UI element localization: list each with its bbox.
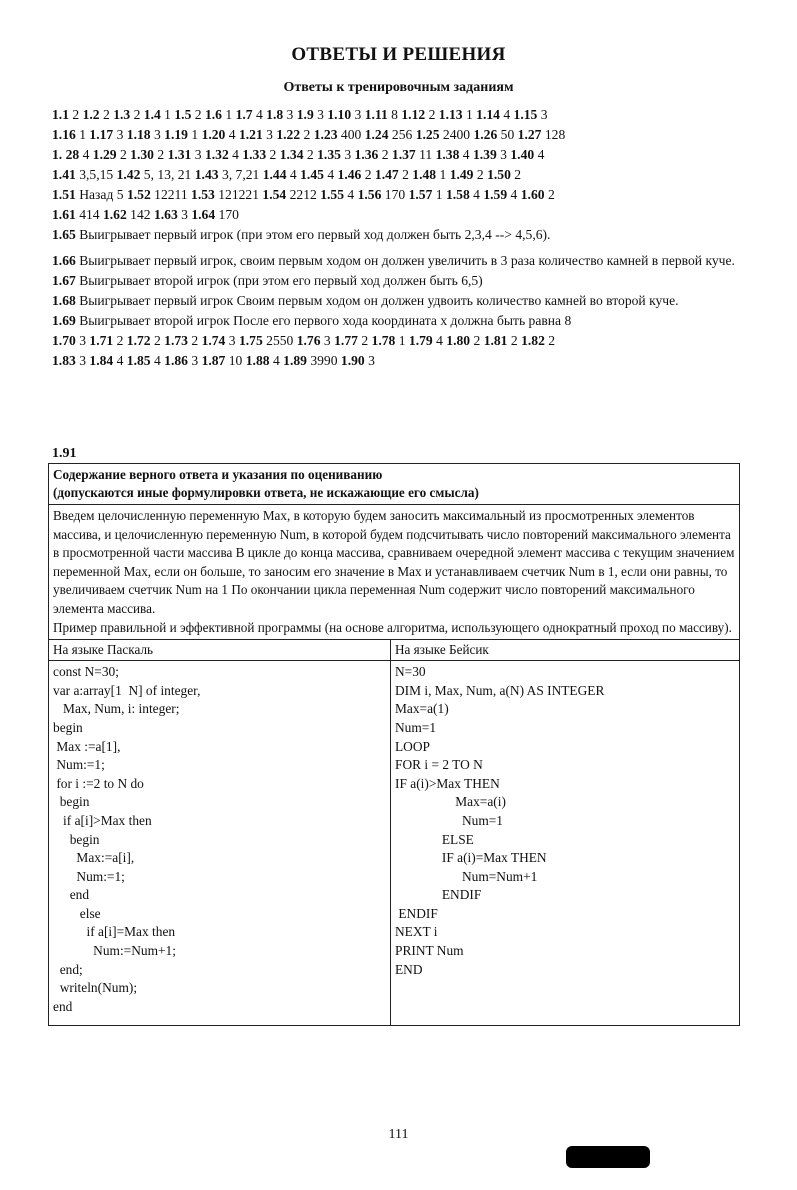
answer-number: 1.31 bbox=[167, 147, 192, 162]
table-header-line-1: Содержание верного ответа и указания по оцениванию bbox=[53, 467, 383, 482]
answer-number: 1.63 bbox=[153, 207, 178, 222]
answer-value: 1 bbox=[187, 127, 202, 142]
answer-number: 1. 28 bbox=[52, 147, 80, 162]
answer-value: 2 bbox=[99, 107, 114, 122]
answer-number: 1.6 bbox=[204, 107, 222, 122]
basic-code-line: IF a(i)>Max THEN bbox=[395, 775, 500, 791]
answer-value: 3 bbox=[262, 127, 277, 142]
answers-line bbox=[52, 185, 752, 205]
answer-value: 3 bbox=[113, 127, 127, 142]
answer-number: 1.16 bbox=[52, 127, 76, 142]
answer-value: 2 bbox=[187, 333, 202, 348]
answer-number: 1.51 bbox=[52, 187, 76, 202]
answer-number: 1.38 bbox=[435, 147, 460, 162]
answer-number: 1.7 bbox=[235, 107, 253, 122]
answer-number: 1.9 bbox=[296, 107, 314, 122]
answer-value: 2 bbox=[378, 147, 392, 162]
answer-value: 3 bbox=[351, 107, 365, 122]
answer-value: 4 bbox=[269, 353, 284, 368]
answer-value: 2 bbox=[153, 147, 168, 162]
answer-number: 1.34 bbox=[279, 147, 304, 162]
answer-value: 2 bbox=[544, 333, 556, 348]
answer-value: 4 bbox=[79, 147, 93, 162]
answer-value: 4 bbox=[150, 353, 165, 368]
basic-code-line: N=30 bbox=[395, 664, 426, 680]
page-title: ОТВЕТЫ И РЕШЕНИЯ bbox=[291, 44, 506, 65]
answer-number: 1.24 bbox=[364, 127, 389, 142]
answer-value: 3 bbox=[75, 353, 90, 368]
answer-value: 4 bbox=[499, 107, 514, 122]
basic-code-line: NEXT i bbox=[395, 924, 438, 940]
answer-text: Выигрывает первый игрок Своим первым ходом он должен удвоить количество камней во второй куче. bbox=[79, 293, 679, 308]
example-program-note: Пример правильной и эффективной программы (на основе алгоритма, использующего однократный проход по массиву). bbox=[53, 619, 732, 635]
answer-number: 1.5 bbox=[174, 107, 192, 122]
answer-number: 1.44 bbox=[262, 167, 287, 182]
page-subtitle: Ответы к тренировочным заданиям bbox=[283, 80, 514, 95]
basic-code-line: LOOP bbox=[395, 738, 430, 754]
answer-number: 1.82 bbox=[521, 333, 545, 348]
answer-value: 1 bbox=[395, 333, 409, 348]
answer-number: 1.35 bbox=[317, 147, 341, 162]
answer-text: Выигрывает второй игрок (при этом его первый ход должен быть 6,5) bbox=[79, 273, 483, 288]
pascal-code-line: end bbox=[53, 998, 73, 1014]
basic-code-line: DIM i, Max, Num, a(N) AS INTEGER bbox=[395, 682, 605, 698]
pascal-code-line: var a:array[1 N] of integer, bbox=[53, 682, 201, 698]
pascal-code-cell bbox=[49, 661, 391, 1026]
answer-number: 1.37 bbox=[391, 147, 416, 162]
answer-number: 1.55 bbox=[320, 187, 344, 202]
answer-value: 5, 13, 21 bbox=[140, 167, 195, 182]
answer-number: 1.81 bbox=[483, 333, 508, 348]
basic-code-line: ENDIF bbox=[395, 887, 482, 903]
long-answer bbox=[52, 271, 752, 291]
answer-value: 2 bbox=[357, 333, 372, 348]
answer-number: 1.85 bbox=[126, 353, 151, 368]
answer-value: 3990 bbox=[306, 353, 341, 368]
answer-number: 1.36 bbox=[354, 147, 379, 162]
answer-number: 1.66 bbox=[52, 253, 80, 268]
answer-number: 1.74 bbox=[201, 333, 226, 348]
answer-value: 4 bbox=[507, 187, 521, 202]
answer-value: 2 bbox=[425, 107, 439, 122]
answer-number: 1.78 bbox=[371, 333, 396, 348]
answer-value: 3 bbox=[496, 147, 511, 162]
pascal-code-line: else bbox=[53, 905, 101, 921]
answer-number: 1.57 bbox=[408, 187, 433, 202]
answer-table bbox=[48, 463, 740, 1026]
answer-number: 1.22 bbox=[276, 127, 301, 142]
answer-number: 1.46 bbox=[337, 167, 362, 182]
solution-description: Введем целочисленную переменную Max, в которую будем заносить максимальный из просмотренных элементов массива, и целочисленную переменную Num, в которой будем подсчитывать число повторений максимального элемента в просмотренной части массива В цикле до конца массива, сравниваем очередной элемент массива с текущим значением переменной Max, если он больше, то заносим его значение в Max и устанавливаем счетчик Num в 1, если они равны, то увеличиваем счетчик Num на 1 По окончании цикла переменная Num содержит число повторений максимального элемента массива. bbox=[53, 508, 735, 616]
basic-code-line: Max=a(1) bbox=[395, 701, 449, 717]
answer-number: 1.29 bbox=[92, 147, 117, 162]
answer-number: 1.77 bbox=[334, 333, 358, 348]
answer-number: 1.11 bbox=[364, 107, 388, 122]
pascal-code-line: Max, Num, i: integer; bbox=[53, 701, 180, 717]
answer-number: 1.21 bbox=[238, 127, 263, 142]
answer-text: Выигрывает первый игрок, своим первым ходом он должен увеличить в 3 раза количество камней в первой куче. bbox=[79, 253, 735, 268]
answer-value: 8 bbox=[387, 107, 402, 122]
answer-number: 1.10 bbox=[327, 107, 352, 122]
answer-number: 1.80 bbox=[446, 333, 471, 348]
answer-number: 1.1 bbox=[52, 107, 69, 122]
answer-value: 2 bbox=[116, 147, 131, 162]
answer-number: 1.30 bbox=[130, 147, 154, 162]
answer-value: 4 bbox=[225, 127, 239, 142]
answer-value: 4 bbox=[534, 147, 545, 162]
task-number: 1.91 bbox=[52, 446, 77, 461]
answer-value: 2212 bbox=[286, 187, 321, 202]
answer-value: 1 bbox=[436, 167, 450, 182]
pascal-code-line: if a[i]=Max then bbox=[53, 924, 176, 940]
answer-number: 1.26 bbox=[473, 127, 498, 142]
answer-number: 1.83 bbox=[52, 353, 76, 368]
answer-number: 1.84 bbox=[89, 353, 114, 368]
answer-value: 1 bbox=[221, 107, 236, 122]
answers-block bbox=[52, 105, 752, 371]
answer-value: 4 bbox=[432, 333, 447, 348]
answer-value: 1 bbox=[432, 187, 446, 202]
answer-number: 1.50 bbox=[487, 167, 511, 182]
answer-number: 1.33 bbox=[242, 147, 267, 162]
answer-number: 1.87 bbox=[201, 353, 226, 368]
basic-code-line: Max=a(i) bbox=[395, 794, 506, 810]
answer-number: 1.88 bbox=[245, 353, 270, 368]
basic-code-line: FOR i = 2 TO N bbox=[395, 757, 483, 773]
answer-value: 2 bbox=[398, 167, 413, 182]
pascal-code-line: begin bbox=[53, 831, 100, 847]
pascal-code-line: writeln(Num); bbox=[53, 980, 138, 996]
pascal-code-line: Num:=Num+1; bbox=[53, 943, 176, 959]
solution-description-cell bbox=[49, 505, 740, 640]
answer-number: 1.72 bbox=[126, 333, 151, 348]
answer-value: 3 bbox=[364, 353, 375, 368]
ink-blot bbox=[566, 1146, 650, 1168]
answer-value: 1 bbox=[160, 107, 175, 122]
answer-number: 1.19 bbox=[164, 127, 188, 142]
answer-number: 1.32 bbox=[204, 147, 229, 162]
answer-value: 3 bbox=[320, 333, 335, 348]
pascal-code-line: for i :=2 to N do bbox=[53, 775, 144, 791]
answer-number: 1.69 bbox=[52, 313, 80, 328]
answer-number: 1.3 bbox=[113, 107, 131, 122]
answer-number: 1.25 bbox=[415, 127, 440, 142]
answer-number: 1.71 bbox=[89, 333, 114, 348]
answers-line bbox=[52, 351, 752, 371]
answer-value: 2 bbox=[191, 107, 205, 122]
answer-value: 170 bbox=[381, 187, 409, 202]
answer-value: 3 bbox=[150, 127, 165, 142]
answer-value: 4 bbox=[469, 187, 484, 202]
answer-value: 2 bbox=[361, 167, 375, 182]
answer-value: 3 bbox=[340, 147, 355, 162]
answer-number: 1.17 bbox=[89, 127, 114, 142]
answer-value: 170 bbox=[215, 207, 239, 222]
answer-number: 1.2 bbox=[82, 107, 100, 122]
long-answer bbox=[52, 311, 752, 331]
answer-number: 1.8 bbox=[266, 107, 284, 122]
pascal-code-line: Num:=1; bbox=[53, 868, 125, 884]
answer-number: 1.86 bbox=[164, 353, 188, 368]
answers-line bbox=[52, 165, 752, 185]
answer-number: 1.67 bbox=[52, 273, 80, 288]
answer-number: 1.15 bbox=[513, 107, 538, 122]
answer-value: 2 bbox=[510, 167, 522, 182]
answer-number: 1.58 bbox=[445, 187, 470, 202]
basic-code-line: ENDIF bbox=[395, 905, 438, 921]
answer-number: 1.64 bbox=[191, 207, 216, 222]
answer-value: 2 bbox=[303, 147, 318, 162]
answer-value: 3 bbox=[313, 107, 328, 122]
answer-value: 12211 bbox=[150, 187, 192, 202]
answer-value: 3 bbox=[187, 353, 202, 368]
answer-number: 1.43 bbox=[194, 167, 219, 182]
answer-value: 400 bbox=[337, 127, 365, 142]
answer-value: 4 bbox=[113, 353, 127, 368]
answer-number: 1.76 bbox=[296, 333, 321, 348]
answer-value: 11 bbox=[415, 147, 436, 162]
answer-value: 3 bbox=[283, 107, 297, 122]
answer-number: 1.90 bbox=[340, 353, 365, 368]
page-number: 111 bbox=[388, 1127, 409, 1142]
answer-value: 256 bbox=[388, 127, 416, 142]
answer-text: Выигрывает второй игрок После его первого хода координата x должна быть равна 8 bbox=[79, 313, 572, 328]
answer-value: 50 bbox=[497, 127, 518, 142]
answer-value: 2 bbox=[69, 107, 83, 122]
answer-number: 1.39 bbox=[472, 147, 497, 162]
answer-value: 1 bbox=[75, 127, 90, 142]
answer-value: 4 bbox=[323, 167, 338, 182]
answer-value: 3 bbox=[177, 207, 192, 222]
answer-number: 1.48 bbox=[412, 167, 437, 182]
answer-value: 3,5,15 bbox=[75, 167, 117, 182]
pascal-code-line: if a[i]>Max then bbox=[53, 812, 152, 828]
basic-code-line: Num=1 bbox=[395, 719, 437, 735]
answer-value: 10 bbox=[225, 353, 246, 368]
answer-number: 1.20 bbox=[201, 127, 226, 142]
answer-number: 1.56 bbox=[357, 187, 382, 202]
long-answer bbox=[52, 251, 752, 271]
answer-value: 2 bbox=[473, 167, 488, 182]
answers-line bbox=[52, 105, 752, 125]
answer-value: 3 bbox=[75, 333, 90, 348]
answer-value: 2 bbox=[470, 333, 484, 348]
table-header-cell bbox=[49, 464, 740, 505]
basic-code-line: ELSE bbox=[395, 831, 474, 847]
answer-text: Выигрывает первый игрок (при этом его первый ход должен быть 2,3,4 --> 4,5,6). bbox=[79, 227, 551, 242]
answer-number: 1.47 bbox=[374, 167, 399, 182]
long-answer bbox=[52, 225, 752, 245]
answer-number: 1.18 bbox=[126, 127, 151, 142]
answer-number: 1.41 bbox=[52, 167, 76, 182]
answer-value: 1 bbox=[462, 107, 477, 122]
answers-line bbox=[52, 205, 752, 225]
answer-number: 1.4 bbox=[143, 107, 161, 122]
answer-value: 3, 7,21 bbox=[218, 167, 263, 182]
answer-number: 1.61 bbox=[52, 207, 76, 222]
basic-code-line: PRINT Num bbox=[395, 943, 464, 959]
pascal-code-line: begin bbox=[53, 719, 83, 735]
answer-value: 414 bbox=[75, 207, 103, 222]
answer-value: 4 bbox=[344, 187, 358, 202]
answer-value: 3 bbox=[225, 333, 239, 348]
answer-number: 1.40 bbox=[510, 147, 535, 162]
answer-value: 4 bbox=[252, 107, 267, 122]
answer-number: 1.13 bbox=[438, 107, 463, 122]
pascal-code-line: Max:=a[i], bbox=[53, 850, 135, 866]
answer-value: 2550 bbox=[262, 333, 297, 348]
answer-value: 3 bbox=[537, 107, 548, 122]
answer-value: 2 bbox=[150, 333, 165, 348]
column-header-pascal: На языке Паскаль bbox=[49, 640, 391, 661]
answer-number: 1.65 bbox=[52, 227, 80, 242]
answer-value: 2 bbox=[507, 333, 522, 348]
answer-number: 1.75 bbox=[238, 333, 263, 348]
answer-value: 2 bbox=[300, 127, 314, 142]
answer-value: 142 bbox=[126, 207, 154, 222]
answer-value: 128 bbox=[541, 127, 566, 142]
table-header-line-2: (допускаются иные формулировки ответа, не искажающие его смысла) bbox=[53, 485, 479, 500]
answer-number: 1.23 bbox=[313, 127, 338, 142]
basic-code-line: Num=Num+1 bbox=[395, 868, 538, 884]
answer-number: 1.79 bbox=[408, 333, 433, 348]
answer-number: 1.53 bbox=[191, 187, 215, 202]
pascal-code-line: Max :=a[1], bbox=[53, 738, 121, 754]
answer-number: 1.49 bbox=[449, 167, 474, 182]
answer-number: 1.27 bbox=[517, 127, 542, 142]
answer-value: 4 bbox=[228, 147, 243, 162]
answer-value: 2 bbox=[130, 107, 144, 122]
answer-number: 1.52 bbox=[126, 187, 151, 202]
answer-number: 1.42 bbox=[116, 167, 141, 182]
pascal-code-line: begin bbox=[53, 794, 90, 810]
pascal-code-line: Num:=1; bbox=[53, 757, 105, 773]
answer-number: 1.73 bbox=[164, 333, 188, 348]
long-answer bbox=[52, 291, 752, 311]
answer-value: 2400 bbox=[439, 127, 474, 142]
answers-line bbox=[52, 125, 752, 145]
pascal-code-line: end bbox=[53, 887, 90, 903]
answer-value: 2 bbox=[266, 147, 280, 162]
answer-value: 2 bbox=[113, 333, 127, 348]
answer-number: 1.68 bbox=[52, 293, 80, 308]
answer-number: 1.60 bbox=[520, 187, 545, 202]
basic-code-line: END bbox=[395, 961, 423, 977]
answer-number: 1.89 bbox=[283, 353, 307, 368]
answer-value: 3 bbox=[191, 147, 205, 162]
answer-number: 1.45 bbox=[300, 167, 324, 182]
answer-number: 1.62 bbox=[102, 207, 127, 222]
answer-number: 1.14 bbox=[476, 107, 500, 122]
answer-value: 2 bbox=[544, 187, 555, 202]
answer-number: 1.12 bbox=[401, 107, 426, 122]
answer-number: 1.54 bbox=[262, 187, 287, 202]
answer-value: 4 bbox=[459, 147, 473, 162]
answer-number: 1.70 bbox=[52, 333, 76, 348]
column-header-basic: На языке Бейсик bbox=[391, 640, 740, 661]
basic-code-line: IF a(i)=Max THEN bbox=[395, 850, 547, 866]
answers-line bbox=[52, 145, 752, 165]
pascal-code-line: const N=30; bbox=[53, 664, 119, 680]
answer-value: 4 bbox=[286, 167, 301, 182]
answer-value: 121221 bbox=[214, 187, 263, 202]
answer-number: 1.59 bbox=[483, 187, 508, 202]
answer-value: Назад 5 bbox=[75, 187, 127, 202]
basic-code-cell bbox=[391, 661, 740, 1026]
answers-line bbox=[52, 331, 752, 351]
basic-code-line: Num=1 bbox=[395, 812, 503, 828]
pascal-code-line: end; bbox=[53, 961, 83, 977]
